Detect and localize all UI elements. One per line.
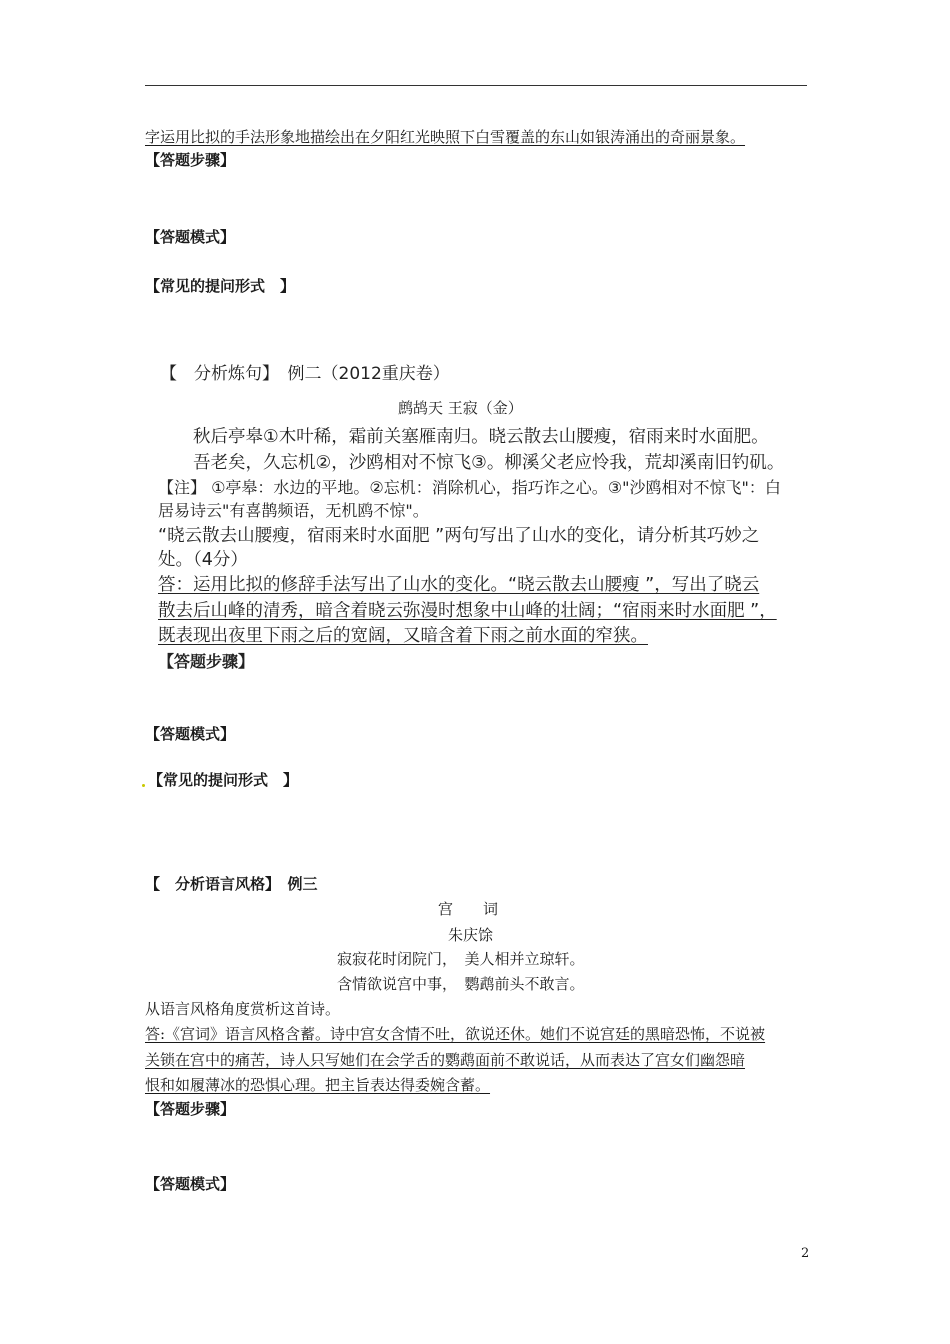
example3-heading: 【 分析语言风格】 例三	[145, 875, 318, 893]
page-number: 2	[801, 1246, 810, 1261]
example2-question-line2: 处。（4分）	[158, 550, 248, 570]
header-rule	[145, 85, 807, 86]
example2-note-line2: 居易诗云"有喜鹊频语，无机鸥不惊"。	[158, 501, 429, 520]
stray-dot	[142, 784, 145, 787]
example3-question: 从语言风格角度赏析这首诗。	[145, 1000, 341, 1018]
steps-label-2: 【答题步骤】	[158, 652, 255, 671]
example2-answer-line3: 既表现出夜里下雨之后的宽阔，又暗含着下雨之前水面的窄狭。	[158, 626, 648, 646]
example3-poem-line1: 寂寂花时闭院门， 美人相并立琼轩。	[337, 950, 585, 968]
steps-label-3: 【答题步骤】	[145, 1100, 236, 1118]
example2-answer-line2: 散去后山峰的清秀，暗含着晓云弥漫时想象中山峰的壮阔；“宿雨来时水面肥 ”，	[158, 601, 777, 621]
example3-answer-line1: 答:《宫词》语言风格含蓄。诗中宫女含情不吐，欲说还休。她们不说宫廷的黑暗恐怖，不说被	[145, 1025, 766, 1043]
example3-answer-line3: 恨和如履薄冰的恐惧心理。把主旨表达得委婉含蓄。	[145, 1076, 491, 1094]
example3-poem-title: 宫 词	[438, 900, 499, 918]
example3-poem-line2: 含情欲说宫中事， 鹦鹉前头不敢言。	[337, 975, 585, 993]
example3-poem-author: 朱庆馀	[448, 926, 494, 944]
forms-label-1: 【常见的提问形式 】	[145, 277, 296, 295]
pattern-label-3: 【答题模式】	[145, 1175, 236, 1193]
example2-heading: 【 分析炼句】 例二（2012重庆卷）	[160, 364, 450, 384]
example2-poem-title: 鹧鸪天 王寂（金）	[398, 399, 523, 417]
pattern-label-1: 【答题模式】	[145, 228, 236, 246]
example2-poem-line2: 吾老矣，久忘机②，沙鸥相对不惊飞③。柳溪父老应怜我，荒却溪南旧钓矶。	[193, 453, 785, 473]
example3-answer-line2: 关锁在宫中的痛苦，诗人只写她们在会学舌的鹦鹉面前不敢说话，从而表达了宫女们幽怨暗	[145, 1051, 746, 1069]
forms-label-2: 【常见的提问形式 】	[148, 771, 299, 789]
example2-answer-line1: 答：运用比拟的修辞手法写出了山水的变化。“晓云散去山腰瘦 ”，写出了晓云	[158, 575, 760, 595]
example2-poem-line1: 秋后亭皋①木叶稀，霜前关塞雁南归。晓云散去山腰瘦，宿雨来时水面肥。	[193, 427, 769, 447]
example2-question-line1: “晓云散去山腰瘦，宿雨来时水面肥 ”两句写出了山水的变化，请分析其巧妙之	[158, 526, 760, 546]
example2-note-line1: 【注】 ①亭皋：水边的平地。②忘机：消除机心，指巧诈之心。③"沙鸥相对不惊飞"：白	[158, 478, 781, 497]
steps-label-1: 【答题步骤】	[145, 151, 236, 169]
pattern-label-2: 【答题模式】	[145, 725, 236, 743]
intro-line: 字运用比拟的手法形象地描绘出在夕阳红光映照下白雪覆盖的东山如银涛涌出的奇丽景象。	[145, 128, 746, 146]
